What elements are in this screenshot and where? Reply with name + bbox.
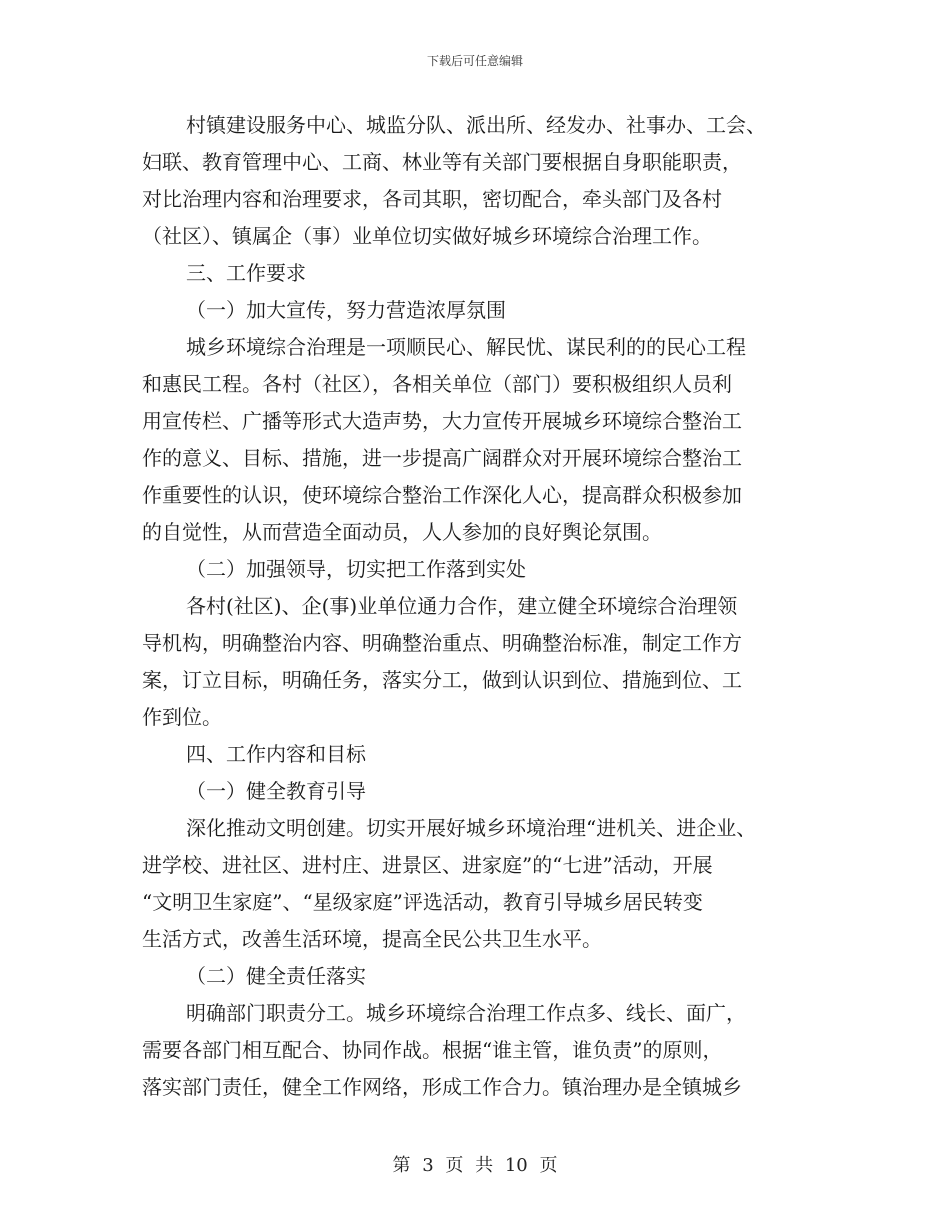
body-line: 作重要性的认识，使环境综合整治工作深化人心，提高群众积极参加 xyxy=(142,483,742,507)
body-line: 妇联、教育管理中心、工商、林业等有关部门要根据自身职能职责， xyxy=(142,150,742,174)
body-line: 作的意义、目标、措施，进一步提高广阔群众对开展环境综合整治工 xyxy=(142,446,742,470)
body-line: 生活方式，改善生活环境，提高全民公共卫生水平。 xyxy=(142,927,602,951)
body-line: 四、工作内容和目标 xyxy=(186,742,366,766)
body-line: （一）加大宣传，努力营造浓厚氛围 xyxy=(186,298,506,322)
body-line: 城乡环境综合治理是一项顺民心、解民忧、谋民利的的民心工程 xyxy=(186,335,746,359)
body-line: （二）健全责任落实 xyxy=(186,964,366,988)
body-line: 明确部门职责分工。城乡环境综合治理工作点多、线长、面广， xyxy=(186,1001,746,1025)
body-line: 进学校、进社区、进村庄、进景区、进家庭”的“七进”活动，开展 xyxy=(142,853,713,877)
body-line: 案，订立目标，明确任务，落实分工，做到认识到位、措施到位、工 xyxy=(142,668,742,692)
page-header: 下载后可任意编辑 xyxy=(426,54,523,68)
body-line: 的自觉性，从而营造全面动员，人人参加的良好舆论氛围。 xyxy=(142,520,662,544)
body-line: 落实部门责任，健全工作网络，形成工作合力。镇治理办是全镇城乡 xyxy=(142,1075,742,1099)
body-line: 用宣传栏、广播等形式大造声势，大力宣传开展城乡环境综合整治工 xyxy=(142,409,742,433)
body-line: 作到位。 xyxy=(142,705,222,729)
page-footer: 第 3 页 共 10 页 xyxy=(392,1155,558,1176)
body-line: 导机构，明确整治内容、明确整治重点、明确整治标准，制定工作方 xyxy=(142,631,742,655)
body-line: 各村(社区)、企(事)业单位通力合作，建立健全环境综合治理领 xyxy=(186,594,738,618)
body-line: （二）加强领导，切实把工作落到实处 xyxy=(186,557,526,581)
body-line: 深化推动文明创建。切实开展好城乡环境治理“进机关、进企业、 xyxy=(186,816,757,840)
body-line: 需要各部门相互配合、协同作战。根据“谁主管，谁负责”的原则， xyxy=(142,1038,723,1062)
body-line: “文明卫生家庭”、“星级家庭”评选活动，教育引导城乡居民转变 xyxy=(142,890,703,914)
body-line: 三、工作要求 xyxy=(186,261,306,285)
document-body xyxy=(142,107,822,1106)
body-line: （一）健全教育引导 xyxy=(186,779,366,803)
body-line: 对比治理内容和治理要求，各司其职，密切配合，牵头部门及各村 xyxy=(142,187,722,211)
body-line: 和惠民工程。各村（社区），各相关单位（部门）要积极组织人员利 xyxy=(142,372,732,396)
body-line: 村镇建设服务中心、城监分队、派出所、经发办、社事办、工会、 xyxy=(186,113,766,137)
body-line: （社区）、镇属企（事）业单位切实做好城乡环境综合治理工作。 xyxy=(142,224,712,248)
